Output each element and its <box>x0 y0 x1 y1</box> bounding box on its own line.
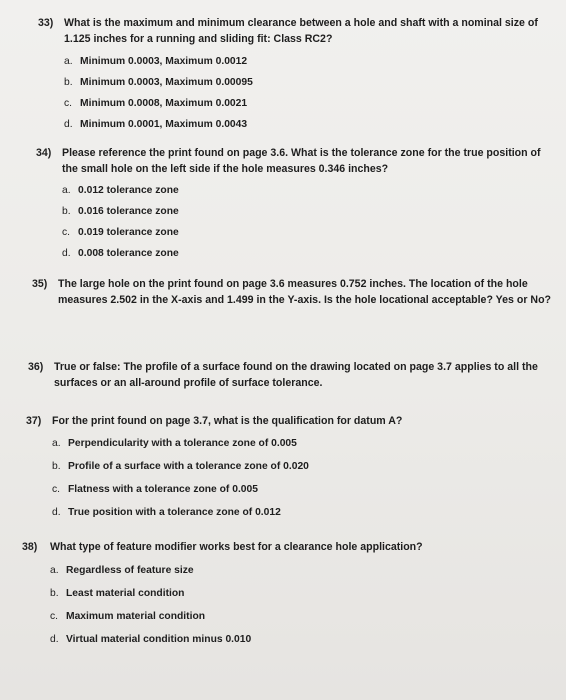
question-text-line: measures 2.502 in the X-axis and 1.499 in the Y-axis. Is the hole locational acceptable? Yes or No? <box>58 294 552 306</box>
question-text-line: The large hole on the print found on page 3.6 measures 0.752 inches. The location of the hole <box>58 278 528 290</box>
answer-option: d. Virtual material condition minus 0.010 <box>50 634 252 645</box>
answer-option: b. Profile of a surface with a tolerance zone of 0.020 <box>52 461 309 472</box>
question-text-line: surfaces or an all-around profile of surface tolerance. <box>54 377 323 389</box>
question-number: 35) <box>32 278 48 290</box>
question-number: 34) <box>36 147 52 159</box>
answer-option: a. Minimum 0.0003, Maximum 0.0012 <box>64 56 248 67</box>
answer-option: a. 0.012 tolerance zone <box>62 185 179 196</box>
question-33 <box>38 16 538 146</box>
question-35 <box>32 277 552 313</box>
question-text-line: What is the maximum and minimum clearance between a hole and shaft with a nominal size of <box>64 17 538 29</box>
answer-option: c. Flatness with a tolerance zone of 0.005 <box>52 484 258 495</box>
question-text-line: For the print found on page 3.7, what is the qualification for datum A? <box>52 415 403 427</box>
question-number: 36) <box>28 361 44 373</box>
question-number: 38) <box>22 541 38 553</box>
question-text-line: 1.125 inches for a running and sliding fit: Class RC2? <box>64 33 333 45</box>
answer-option: d. True position with a tolerance zone of 0.012 <box>52 507 281 518</box>
question-text-line: the small hole on the left side if the hole measures 0.346 inches? <box>62 163 389 175</box>
answer-option: c. 0.019 tolerance zone <box>62 227 179 238</box>
question-number: 33) <box>38 17 54 29</box>
question-38 <box>22 540 542 650</box>
answer-option: c. Minimum 0.0008, Maximum 0.0021 <box>64 98 248 109</box>
question-text-line: True or false: The profile of a surface found on the drawing located on page 3.7 applies to all the <box>54 361 538 373</box>
question-37 <box>26 414 546 524</box>
answer-option: b. Least material condition <box>50 588 185 599</box>
answer-option: c. Maximum material condition <box>50 611 206 622</box>
answer-option: b. 0.016 tolerance zone <box>62 206 179 217</box>
question-36 <box>28 360 548 396</box>
answer-option: a. Perpendicularity with a tolerance zone of 0.005 <box>52 438 297 449</box>
answer-option: d. Minimum 0.0001, Maximum 0.0043 <box>64 119 248 130</box>
answer-option: b. Minimum 0.0003, Maximum 0.00095 <box>64 77 253 88</box>
answer-option: a. Regardless of feature size <box>50 565 194 576</box>
question-number: 37) <box>26 415 42 427</box>
question-34 <box>36 146 546 266</box>
answer-option: d. 0.008 tolerance zone <box>62 248 179 259</box>
question-text-line: What type of feature modifier works best for a clearance hole application? <box>50 541 423 553</box>
question-text-line: Please reference the print found on page 3.6. What is the tolerance zone for the true position of <box>62 147 541 159</box>
